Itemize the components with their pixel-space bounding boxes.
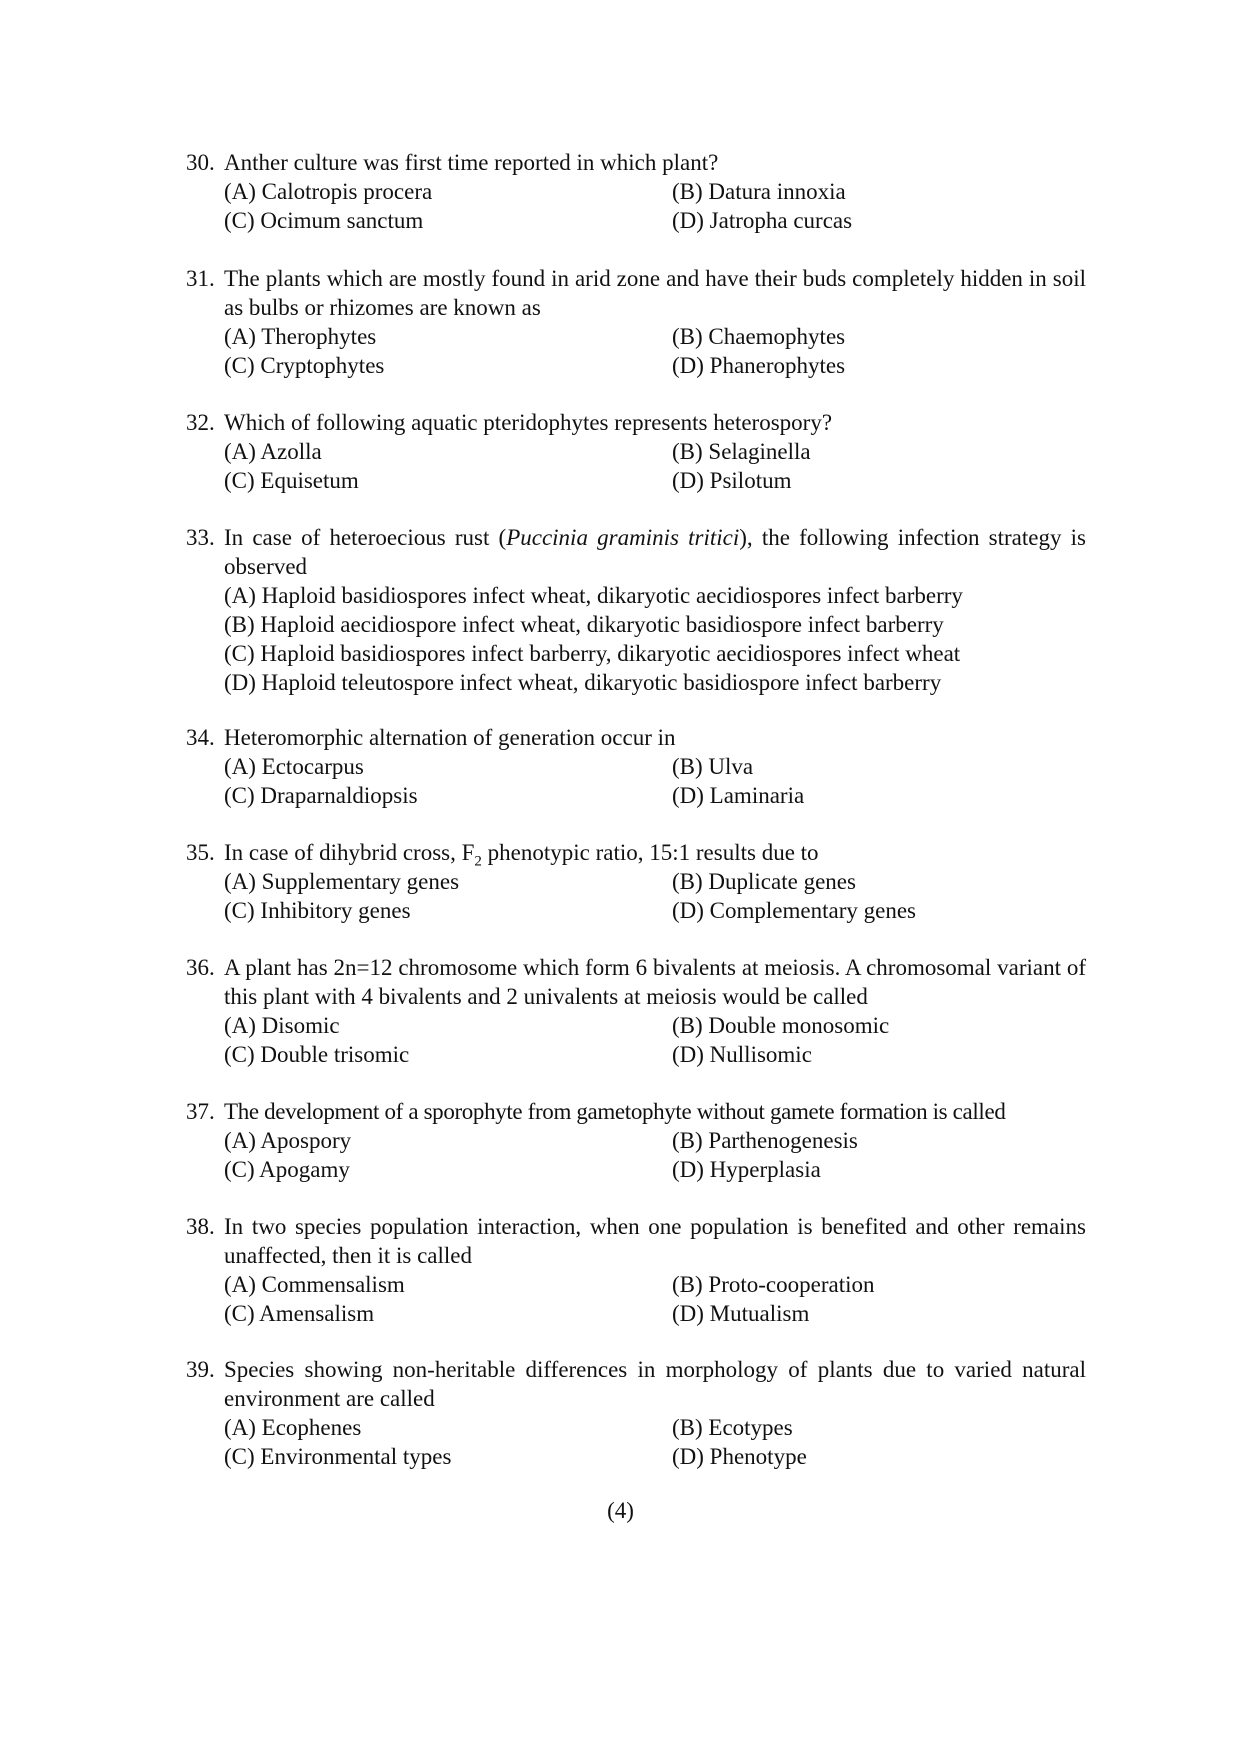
option-d: (D) Hyperplasia [672,1157,821,1182]
options [224,752,1086,810]
option-c: (C) Environmental types [224,1444,452,1469]
option-d: (D) Psilotum [672,468,792,493]
options [224,1126,1086,1184]
option-b: (B) Proto-cooperation [672,1272,875,1297]
option-d: (D) Complementary genes [672,898,916,923]
question-text [224,523,1086,581]
option-c: (C) Inhibitory genes [224,898,411,923]
question-text-start: In case of dihybrid cross, F [224,840,475,865]
option-a: (A) Therophytes [224,324,377,349]
question-text: Heteromorphic alternation of generation occur in [224,725,676,750]
question-number: 36. [186,955,215,980]
question-text-end: ), the following infection strategy is observed [224,525,1087,579]
question-text: The development of a sporophyte from gametophyte without gamete formation is called [224,1099,1006,1124]
options [224,581,1086,697]
question-number: 34. [186,725,215,750]
option-c: (C) Apogamy [224,1157,350,1182]
option-c: (C) Draparnaldiopsis [224,783,418,808]
option-d: (D) Phanerophytes [672,353,846,378]
question-38 [186,1212,1086,1328]
question-35 [186,838,1086,925]
option-a: (A) Calotropis procera [224,179,433,204]
question-number: 37. [186,1099,215,1124]
option-a: (A) Ectocarpus [224,754,364,779]
options [224,1413,1086,1471]
page-number: (4) [607,1498,634,1523]
species-name: Puccinia graminis tritici [506,525,740,550]
option-c: (C) Double trisomic [224,1042,410,1067]
option-c: (C) Ocimum sanctum [224,208,424,233]
option-b: (B) Parthenogenesis [672,1128,858,1153]
option-b: (B) Haploid aecidiospore infect wheat, dikaryotic basidiospore infect barberry [224,612,944,637]
question-text-end: phenotypic ratio, 15:1 results due to [481,840,819,865]
question-33 [186,523,1086,697]
question-text: Which of following aquatic pteridophytes represents heterospory? [224,410,833,435]
question-number: 31. [186,266,215,291]
option-b: (B) Double monosomic [672,1013,890,1038]
question-37 [186,1097,1086,1184]
question-39 [186,1355,1086,1471]
options [224,867,1086,925]
options [224,322,1086,380]
question-text: Species showing non-heritable differences in morphology of plants due to varied natural environment are called [224,1357,1086,1411]
option-d: (D) Nullisomic [672,1042,812,1067]
question-number: 33. [186,525,215,550]
options [224,177,1086,235]
option-b: (B) Selaginella [672,439,811,464]
option-c: (C) Equisetum [224,468,359,493]
question-text-start: In case of heteroecious rust ( [224,525,507,550]
question-30 [186,148,1086,235]
options [224,1011,1086,1069]
options [224,437,1086,495]
option-b: (B) Ecotypes [672,1415,793,1440]
question-36 [186,953,1086,1069]
option-d: (D) Mutualism [672,1301,810,1326]
option-a: (A) Commensalism [224,1272,405,1297]
option-a: (A) Disomic [224,1013,340,1038]
option-a: (A) Ecophenes [224,1415,362,1440]
option-d: (D) Laminaria [672,783,805,808]
option-d: (D) Jatropha curcas [672,208,853,233]
option-b: (B) Duplicate genes [672,869,856,894]
option-c: (C) Haploid basidiospores infect barberry, dikaryotic aecidiospores infect wheat [224,641,961,666]
option-b: (B) Chaemophytes [672,324,846,349]
question-number: 39. [186,1357,215,1382]
question-31 [186,264,1086,380]
options [224,1270,1086,1328]
option-d: (D) Haploid teleutospore infect wheat, dikaryotic basidiospore infect barberry [224,670,942,695]
question-text: The plants which are mostly found in arid zone and have their buds completely hidden in soil as bulbs or rhizomes are known as [224,266,1086,320]
option-d: (D) Phenotype [672,1444,807,1469]
option-b: (B) Datura innoxia [672,179,846,204]
option-a: (A) Azolla [224,439,322,464]
question-text: Anther culture was first time reported in which plant? [224,150,719,175]
question-number: 32. [186,410,215,435]
question-34 [186,723,1086,810]
question-number: 38. [186,1214,215,1239]
option-a: (A) Haploid basidiospores infect wheat, dikaryotic aecidiospores infect barberry [224,583,963,608]
question-text: A plant has 2n=12 chromosome which form 6 bivalents at meiosis. A chromosomal variant of this plant with 4 bivalents and 2 univalents at meiosis would be called [224,955,1086,1009]
question-number: 35. [186,840,215,865]
option-c: (C) Amensalism [224,1301,375,1326]
subscript: 2 [474,853,482,870]
question-number: 30. [186,150,215,175]
option-b: (B) Ulva [672,754,754,779]
option-a: (A) Supplementary genes [224,869,460,894]
option-a: (A) Apospory [224,1128,352,1153]
option-c: (C) Cryptophytes [224,353,385,378]
question-32 [186,408,1086,495]
question-text: In two species population interaction, when one population is benefited and other remains unaffected, then it is called [224,1214,1086,1268]
question-text [224,838,1086,870]
